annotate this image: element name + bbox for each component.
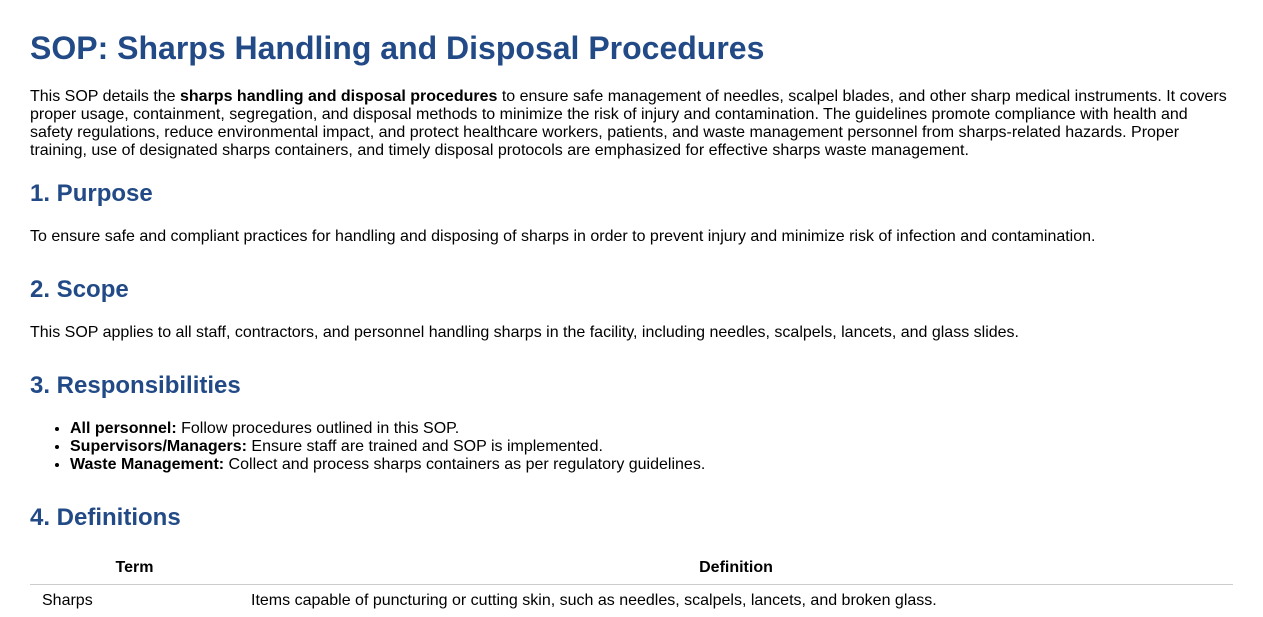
responsibilities-heading: 3. Responsibilities bbox=[30, 372, 241, 399]
term-cell: Sharps bbox=[42, 592, 93, 609]
purpose-text: To ensure safe and compliant practices for handling and disposing of sharps in order to prevent injury and minimize risk of infection and contamination. bbox=[30, 228, 1096, 245]
scope-heading: 2. Scope bbox=[30, 276, 129, 303]
column-header-term: Term bbox=[30, 552, 239, 585]
responsibility-text: Collect and process sharps containers as per regulatory guidelines. bbox=[224, 456, 706, 473]
column-header-definition: Definition bbox=[239, 552, 1233, 585]
list-item bbox=[70, 420, 705, 438]
list-item bbox=[70, 456, 705, 474]
responsibility-role: Supervisors/Managers: bbox=[70, 438, 247, 455]
page-title: SOP: Sharps Handling and Disposal Procedures bbox=[30, 30, 765, 66]
definition-cell: Items capable of puncturing or cutting skin, such as needles, scalpels, lancets, and broken glass. bbox=[251, 592, 937, 609]
purpose-heading: 1. Purpose bbox=[30, 180, 153, 207]
table-header-row bbox=[30, 552, 1233, 585]
list-item bbox=[70, 438, 705, 456]
responsibility-text: Ensure staff are trained and SOP is implemented. bbox=[246, 438, 603, 455]
intro-prefix: This SOP details the bbox=[30, 88, 180, 105]
intro-bold: sharps handling and disposal procedures bbox=[180, 88, 498, 105]
responsibility-text: Follow procedures outlined in this SOP. bbox=[176, 420, 460, 437]
definitions-heading: 4. Definitions bbox=[30, 504, 181, 531]
responsibility-role: All personnel: bbox=[70, 420, 177, 437]
definitions-table bbox=[30, 552, 1233, 617]
intro-suffix: to ensure safe management of needles, scalpel blades, and other sharp medical instruments. It covers proper usage, containment, segregation, and disposal methods to minimize the risk of injury and contamination. The guidelines promote compliance with health and safety regulations, reduce environmental impact, and protect healthcare workers, patients, and waste management personnel from sharps-related hazards. Proper training, use of designated sharps containers, and timely disposal protocols are emphasized for effective sharps waste management. bbox=[30, 88, 1227, 159]
table-row bbox=[30, 585, 1233, 617]
responsibilities-list bbox=[30, 420, 705, 474]
intro-paragraph bbox=[30, 88, 1233, 160]
responsibility-role: Waste Management: bbox=[70, 456, 225, 473]
scope-text: This SOP applies to all staff, contractors, and personnel handling sharps in the facility, including needles, scalpels, lancets, and glass slides. bbox=[30, 324, 1019, 341]
